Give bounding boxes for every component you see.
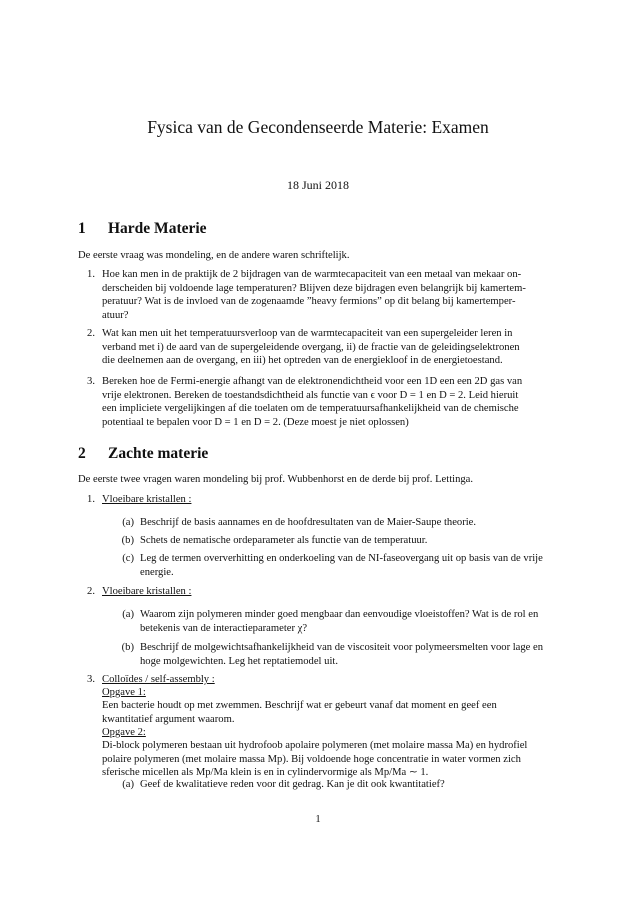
s2-item-2a-text [140, 608, 560, 635]
text-line: Een bacterie houdt op met zwemmen. Beschrijf wat er gebeurt vanaf dat moment en geef een [102, 700, 497, 711]
s2-item-1-label: 1. [87, 494, 95, 505]
opgave-2-text [102, 739, 560, 780]
text-line: potentiaal te bepalen voor D = 1 en D = 2. (Deze moest je niet oplossen) [102, 416, 409, 428]
text-line: verband met i) de aard van de supergeleidende overgang, ii) de fractie van de geleidingselektronen [102, 341, 520, 353]
text-line: Leg de termen oververhitting en onderkoeling van de NI-faseovergang uit op basis van de vrije [140, 553, 543, 564]
s2-item-3a-text [140, 778, 560, 792]
text-line: peratuur? Wat is de invloed van de zogenaamde ”heavy fermions” op dit belang bij kamertemper- [102, 296, 516, 308]
page-number: 1 [315, 814, 321, 825]
text-line: derscheiden bij voldoende lage temperaturen? Blijven deze bijdragen even belangrijk bij kamertem- [102, 282, 526, 294]
s2-item-2-label: 2. [87, 586, 95, 597]
text-line: atuur? [102, 309, 129, 321]
s1-item-3-label: 3. [87, 376, 95, 387]
text-line: Wat kan men uit het temperatuursverloop van de warmtecapaciteit van een supergeleider leren in [102, 328, 513, 339]
s2-item-1a-text [140, 516, 560, 530]
s2-item-2-heading: Vloeibare kristallen : [102, 586, 192, 597]
s2-item-3a-label: (a) [122, 779, 134, 790]
text-line: Bereken hoe de Fermi-energie afhangt van de elektronendichtheid voor een 1D een een 2D gas van [102, 376, 523, 387]
text-line: sferische micellen als Mp/Ma klein is en in cylindervormige als Mp/Ma ∼ 1. [102, 767, 429, 779]
text-line: die deelnemen aan de overgang, en iii) het optreden van de energiekloof in de energietoestand. [102, 355, 503, 367]
text-line: Beschrijf de molgewichtsafhankelijkheid van de viscositeit voor polymeersmelten voor lage en [140, 642, 544, 653]
text-line: Waarom zijn polymeren minder goed mengbaar dan eenvoudige vloeistoffen? Wat is de rol en [140, 609, 539, 620]
text-line: Di-block polymeren bestaan uit hydrofoob apolaire polymeren (met molaire massa Ma) en hydrofiel [102, 740, 528, 751]
s2-item-2b-label: (b) [121, 642, 134, 653]
text-line: vrije elektronen. Bereken de toestandsdichtheid als functie van ϵ voor D = 1 en D = 2. Leid hieruit [102, 389, 519, 401]
section-1-intro: De eerste vraag was mondeling, en de andere waren schriftelijk. [78, 250, 350, 261]
s2-item-3-heading: Colloïdes / self-assembly : [102, 674, 215, 685]
text-line: een impliciete vergelijkingen af die toelaten om de temperatuursafhankelijkheid van de chemische [102, 403, 519, 415]
text-line: polaire polymeren (met molaire massa Mp). Bij voldoende hoge concentratie in water vormen zich [102, 753, 521, 765]
section-1-heading [78, 220, 207, 238]
text-line: Beschrijf de basis aannames en de hoofdresultaten van de Maier-Saupe theorie. [140, 517, 477, 528]
section-1-number: 1 [78, 220, 86, 237]
section-1-title: Harde Materie [108, 220, 207, 237]
s1-item-1-label: 1. [87, 269, 95, 280]
opgave-1-label: Opgave 1: [102, 687, 146, 698]
s1-item-2-label: 2. [87, 328, 95, 339]
text-line: betekenis van de interactieparameter χ? [140, 622, 308, 634]
opgave-2-label: Opgave 2: [102, 727, 146, 738]
text-line: Geef de kwalitatieve reden voor dit gedrag. Kan je dit ook kwantitatief? [140, 779, 445, 790]
s2-item-3-label: 3. [87, 674, 95, 685]
opgave-1-text [102, 699, 560, 726]
s2-item-1b-text [140, 534, 560, 548]
text-line: Schets de nematische ordeparameter als functie van de temperatuur. [140, 535, 428, 546]
document-date: 18 Juni 2018 [286, 178, 349, 192]
section-2-number: 2 [78, 445, 86, 462]
s2-item-1-heading: Vloeibare kristallen : [102, 494, 192, 505]
s1-item-3-text [102, 375, 560, 429]
s2-item-1b-label: (b) [121, 535, 134, 546]
s2-item-1c-label: (c) [122, 553, 134, 564]
text-line: Hoe kan men in de praktijk de 2 bijdragen van de warmtecapaciteit van een metaal van mekaar on- [102, 269, 522, 280]
section-2-title: Zachte materie [108, 445, 209, 462]
section-2-heading [78, 445, 208, 463]
s2-item-1c-text [140, 552, 560, 579]
s1-item-1-text [102, 268, 560, 322]
text-line: energie. [140, 566, 174, 578]
section-2-intro: De eerste twee vragen waren mondeling bij prof. Wubbenhorst en de derde bij prof. Lettinga. [78, 474, 474, 485]
s1-item-2-text [102, 327, 560, 368]
document-title: Fysica van de Gecondenseerde Materie: Examen [147, 117, 489, 137]
s2-item-2a-label: (a) [122, 609, 134, 620]
text-line: hoge molgewichten. Leg het reptatiemodel uit. [140, 655, 338, 667]
text-line: kwantitatief argument waarom. [102, 713, 235, 725]
s2-item-2b-text [140, 641, 560, 668]
s2-item-1a-label: (a) [122, 517, 134, 528]
